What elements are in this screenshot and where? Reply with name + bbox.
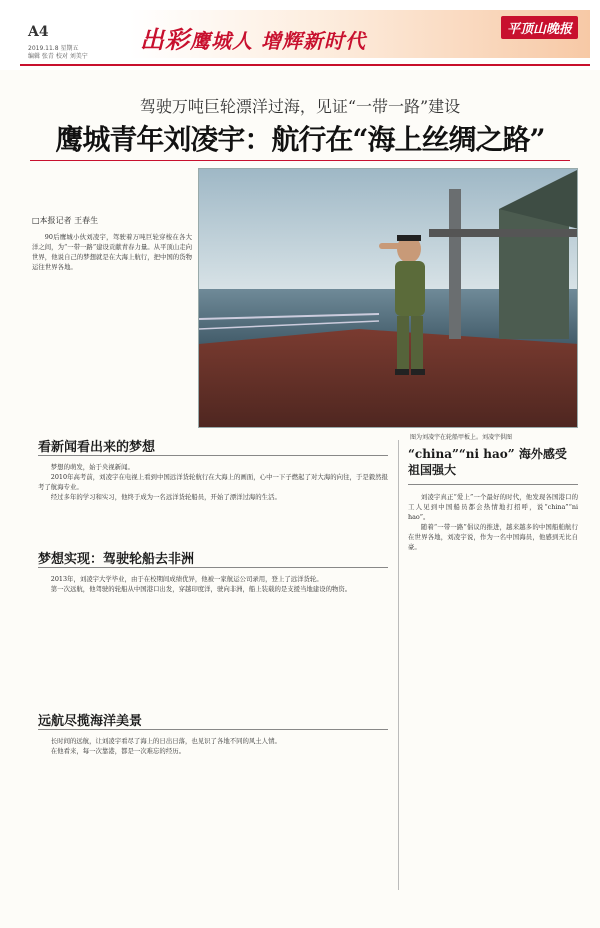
section-rule-4 — [408, 484, 578, 485]
page-number: A4 — [28, 24, 49, 40]
intro-paragraph: 90后鹰城小伙刘凌宇，驾驶着万吨巨轮穿梭在各大洋之间，为“一带一路”建设贡献青春力量。从平顶山走向世界，他说自己的梦想就是在大海上航行，把中国的货物运往世界各地。 — [32, 233, 192, 271]
section-title-4: “china”“ni hao” 海外感受祖国强大 — [408, 447, 567, 477]
masthead-rule — [20, 64, 590, 66]
paragraph: 第一次远航，他驾驶的轮船从中国港口出发，穿越印度洋，驶向非洲，船上装载的是支援当地建设的物资。 — [50, 585, 352, 593]
headline-rule — [30, 160, 570, 161]
paragraph: 刘凌宇真正“爱上”一个最好的时代，他发现各国港口的工人见到中国船员都会热情地打招呼，说“china”“ni hao”。 — [408, 493, 578, 521]
banner-title — [140, 20, 366, 55]
section-rule-1 — [38, 455, 388, 456]
paragraph: 梦想的萌发，始于央视新闻。 — [50, 463, 134, 471]
section-title-1: 看新闻看出来的梦想 — [38, 440, 156, 455]
section-title-2: 梦想实现：驾驶轮船去非洲 — [38, 552, 195, 567]
section-rule-3 — [38, 729, 388, 730]
paragraph: 经过多年的学习和实习，他终于成为一名远洋货轮船员，开始了漂洋过海的生活。 — [50, 493, 281, 501]
column-divider — [398, 440, 399, 890]
paragraph: 长时间的远航，让刘凌宇看尽了海上的日出日落，也见识了各地不同的风土人情。 — [50, 737, 281, 745]
section-rule-2 — [38, 567, 388, 568]
section-body-1 — [38, 462, 388, 542]
ship-deck-photo — [199, 169, 578, 428]
article-photo — [198, 168, 578, 428]
article-subhead: 驾驶万吨巨轮漂洋过海，见证“一带一路”建设 — [139, 97, 461, 116]
newspaper-logo: 平顶山晚报 — [501, 16, 578, 39]
section-body-4 — [408, 492, 578, 892]
paragraph: 2013年，刘凌宇大学毕业，由于在校期间成绩优异，他被一家航运公司录用，登上了远洋货轮。 — [50, 575, 323, 583]
photo-caption: 图为刘凌宇在轮船甲板上。刘凌宇供图 — [410, 434, 513, 441]
masthead — [0, 0, 600, 70]
intro-column — [32, 232, 192, 422]
editor-credits: 编辑 张青 校对 刘美宁 — [28, 53, 88, 60]
section-banner — [130, 10, 590, 58]
section-body-3 — [38, 736, 388, 886]
article-headline: 鹰城青年刘凌宇：航行在“海上丝绸之路” — [55, 123, 545, 156]
paragraph: 随着“一带一路”倡议的推进，越来越多的中国船舶航行在世界各地，刘凌宇说，作为一名中国海员，他感到无比自豪。 — [408, 523, 578, 551]
section-title-3: 远航尽揽海洋美景 — [38, 714, 143, 729]
paragraph: 在他看来，每一次靠港，都是一次难忘的经历。 — [50, 747, 185, 755]
byline: □本报记者 王春生 — [32, 216, 99, 225]
banner-rest: 鹰城人 增辉新时代 — [190, 29, 366, 53]
issue-date: 2019.11.8 星期五 — [28, 45, 79, 52]
paragraph: 2010年高考前，刘凌宇在电视上看到中国远洋货轮航行在大海上的画面，心中一下子燃起了对大海的向往，于是毅然报考了航海专业。 — [38, 473, 388, 491]
section-body-2 — [38, 574, 388, 694]
date-editor-line — [28, 45, 88, 61]
banner-prefix: 出彩 — [140, 25, 190, 54]
